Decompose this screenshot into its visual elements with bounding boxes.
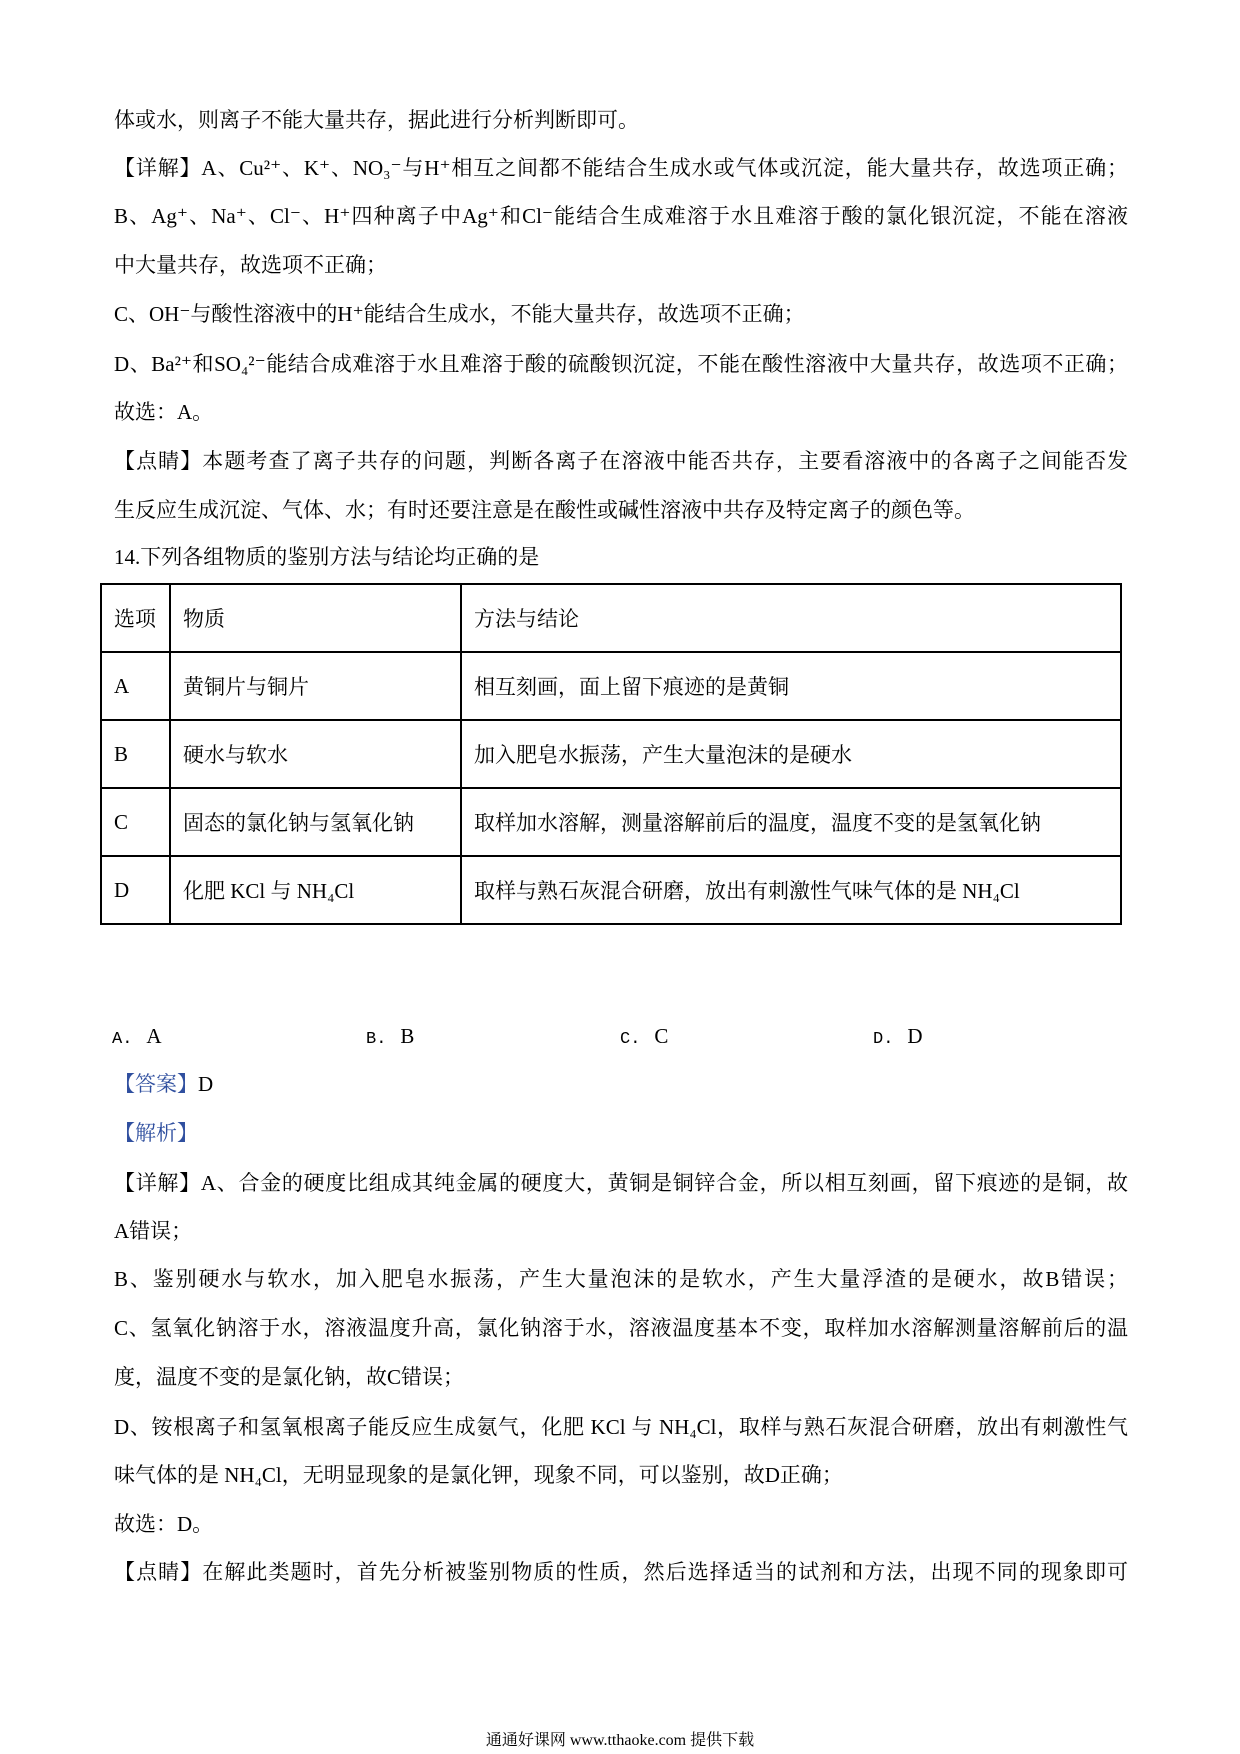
key-point-tag: 【点睛】 bbox=[114, 1560, 203, 1584]
table-cell: 硬水与软水 bbox=[170, 720, 461, 788]
option-d bbox=[873, 1022, 923, 1050]
comparison-table bbox=[100, 583, 1122, 925]
table-cell: 化肥 KCl 与 NH₄Cl bbox=[170, 856, 461, 924]
line-text: 在解此类题时，首先分析被鉴别物质的性质，然后选择适当的试剂和方法，出现不同的现象即可 bbox=[202, 1560, 1129, 1584]
option-b bbox=[366, 1022, 414, 1050]
table-cell: 黄铜片与铜片 bbox=[170, 652, 461, 720]
table-cell: 相互刻画，面上留下痕迹的是黄铜 bbox=[461, 652, 1121, 720]
table-cell: B bbox=[101, 720, 170, 788]
option-label: D. bbox=[873, 1030, 894, 1049]
paragraph-line: 故选：A。 bbox=[114, 400, 214, 424]
footer-credit: 通通好课网 www.tthaoke.com 提供下载 bbox=[485, 1732, 755, 1749]
detail-tag: 【详解】 bbox=[114, 1171, 201, 1195]
table-header-row bbox=[101, 584, 1121, 652]
question-stem: 14.下列各组物质的鉴别方法与结论均正确的是 bbox=[114, 545, 540, 569]
option-value: C bbox=[654, 1024, 669, 1048]
paragraph-line bbox=[114, 1169, 1128, 1197]
paragraph-line bbox=[114, 1558, 1128, 1586]
table-header-cell: 物质 bbox=[170, 584, 461, 652]
paragraph-line: 中大量共存，故选项不正确； bbox=[114, 253, 387, 277]
answer-line bbox=[114, 1070, 213, 1098]
line-text: 本题考查了离子共存的问题，判断各离子在溶液中能否共存，主要看溶液中的各离子之间能否发 bbox=[202, 449, 1129, 473]
key-point-tag: 【点睛】 bbox=[114, 449, 203, 473]
table-row bbox=[101, 788, 1121, 856]
table-header-cell: 方法与结论 bbox=[461, 584, 1121, 652]
table-cell: D bbox=[101, 856, 170, 924]
paragraph-line: 味气体的是 NH₄Cl，无明显现象的是氯化钾，现象不同，可以鉴别，故D正确； bbox=[114, 1463, 843, 1487]
table-row bbox=[101, 856, 1121, 924]
paragraph-line: C、OH⁻与酸性溶液中的H⁺能结合生成水，不能大量共存，故选项不正确； bbox=[114, 302, 805, 326]
paragraph-line bbox=[114, 447, 1128, 475]
paragraph-line: B、鉴别硬水与软水，加入肥皂水振荡，产生大量泡沫的是软水，产生大量浮渣的是硬水，故B错误； bbox=[114, 1267, 1128, 1291]
table-cell: 取样与熟石灰混合研磨，放出有刺激性气味气体的是 NH₄Cl bbox=[461, 856, 1121, 924]
paragraph-line: C、氢氧化钠溶于水，溶液温度升高，氯化钠溶于水，溶液温度基本不变，取样加水溶解测量溶解前后的温 bbox=[114, 1316, 1128, 1340]
paragraph-line: 故选：D。 bbox=[114, 1512, 214, 1536]
table-cell: A bbox=[101, 652, 170, 720]
option-label: B. bbox=[366, 1030, 387, 1049]
table-cell: C bbox=[101, 788, 170, 856]
line-text: A、Cu²⁺、K⁺、NO₃⁻与H⁺相互之间都不能结合生成水或气体或沉淀，能大量共存，故选项正确； bbox=[201, 156, 1128, 180]
line-text: A、合金的硬度比组成其纯金属的硬度大，黄铜是铜锌合金，所以相互刻画，留下痕迹的是铜，故 bbox=[200, 1171, 1128, 1195]
answer-value: D bbox=[198, 1072, 214, 1096]
option-value: B bbox=[400, 1024, 415, 1048]
option-value: D bbox=[907, 1024, 923, 1048]
detail-tag: 【详解】 bbox=[114, 156, 202, 180]
paragraph-line bbox=[114, 154, 1128, 182]
table-cell: 取样加水溶解，测量溶解前后的温度，温度不变的是氢氧化钠 bbox=[461, 788, 1121, 856]
paragraph-line: 度，温度不变的是氯化钠，故C错误； bbox=[114, 1365, 465, 1389]
answer-tag: 【答案】 bbox=[114, 1072, 198, 1096]
option-label: A. bbox=[112, 1030, 133, 1049]
paragraph-line: 体或水，则离子不能大量共存，据此进行分析判断即可。 bbox=[114, 108, 639, 132]
option-value: A bbox=[146, 1024, 162, 1048]
option-label: C. bbox=[620, 1030, 641, 1049]
paragraph-line: D、铵根离子和氢氧根离子能反应生成氨气，化肥 KCl 与 NH₄Cl，取样与熟石灰混合研磨，放出有刺激性气 bbox=[114, 1415, 1128, 1439]
table-header-cell: 选项 bbox=[101, 584, 170, 652]
paragraph-line: A错误； bbox=[114, 1219, 193, 1243]
paragraph-line: D、Ba²⁺和SO₄²⁻能结合成难溶于水且难溶于酸的硫酸钡沉淀，不能在酸性溶液中大量共存，故选项不正确； bbox=[114, 352, 1128, 376]
option-c bbox=[620, 1022, 668, 1050]
option-a bbox=[112, 1022, 162, 1050]
table-row bbox=[101, 652, 1121, 720]
paragraph-line: B、Ag⁺、Na⁺、Cl⁻、H⁺四种离子中Ag⁺和Cl⁻能结合生成难溶于水且难溶于酸的氯化银沉淀，不能在溶液 bbox=[114, 204, 1128, 228]
table-cell: 固态的氯化钠与氢氧化钠 bbox=[170, 788, 461, 856]
table-cell: 加入肥皂水振荡，产生大量泡沫的是硬水 bbox=[461, 720, 1121, 788]
analysis-heading: 【解析】 bbox=[114, 1121, 198, 1145]
table-row bbox=[101, 720, 1121, 788]
paragraph-line: 生反应生成沉淀、气体、水；有时还要注意是在酸性或碱性溶液中共存及特定离子的颜色等。 bbox=[114, 498, 975, 522]
